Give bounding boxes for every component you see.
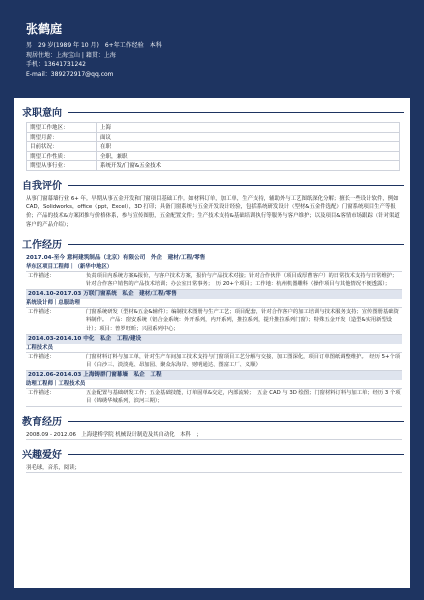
table-row <box>27 123 400 133</box>
row-value: 系统开发/门窗&五金技术 <box>97 161 400 171</box>
job-description <box>26 389 402 407</box>
job-position: 助理工程师｜工程技术员 <box>26 380 402 389</box>
basic-info: 男 29 岁(1989 年 10 月) 6+年工作经验 本科 <box>26 42 162 49</box>
job-desc-text: 门窗系统研发（型材&五金&辅件）；编制技术图册与生产工艺；项目配套，针对合作客户的加工培训与技术服务支持；宣传图册基础资料制作。 产品：窗安系统（铝合金系统：外开系列，内开系列，推拉系列，提升推拉系列门窗）；特殊五金开发（造型&实用新型设计）；项目：曾罗旺昕；兴园系列中心； <box>86 308 399 333</box>
residence-info: 现居住地：上海宝山 | 籍贯：上海 <box>26 51 116 59</box>
table-row <box>27 132 400 142</box>
job-entry <box>26 371 402 407</box>
row-value: 上海 <box>97 123 400 133</box>
section-title: 自我评价 <box>22 180 62 192</box>
job-desc-label: 工作描述： <box>28 308 55 315</box>
person-name: 张鹤庭 <box>26 22 63 36</box>
row-key: 目前状况： <box>27 142 97 152</box>
row-value: 面议 <box>97 132 400 142</box>
row-key: 期望工作性质： <box>27 151 97 161</box>
job-desc-label: 工作描述： <box>28 353 55 360</box>
job-position: 华东区项目工程师｜（新华中地区） <box>26 263 402 272</box>
section-divider <box>68 185 404 186</box>
section-title: 求职意向 <box>22 108 62 119</box>
job-entry <box>26 335 402 371</box>
job-desc-text: 门窗材料订料与加工单，针对生产车间加工技术支持与门窗项目工艺分解与交接，加工图深化，项目订单图纸调整维护。 经历 5+个项目（白沙三、淡淡苑、昂加园、聚众东海岸、财明通达、图富工厂、义顺） <box>86 353 401 369</box>
email-info: E-mail：389272917@qq.com <box>26 70 114 78</box>
section-intent <box>22 104 404 119</box>
hobby-entry: 羽毛球，音乐，阅读； <box>26 464 402 473</box>
self-evaluation-text: 从事门窗幕墙行业 6+ 年。早期从事五金开发和门窗项目基础工作。如材料订单，加工单，生产支持，辅助外与工艺图纸深化分解；擅长一些设计软件，例如 CAD，Solidworks，office（ppt，Excel），3D 打印；具备门窗系统与五金开发设计经验，包括系统研发设计（型材&五金件选配）门窗系统项目生产等报价；产品的技术&方案团推与价格体系，参与宣传图册，五金配置文件；生产技术支持&基础培训执行等服务与客户维护；以及项目&客情市场跟踪（针对渠道客户的产品介绍）； <box>26 195 400 228</box>
section-evaluation <box>22 177 404 192</box>
section-divider <box>68 454 404 455</box>
job-header: 2014.10-2017.03 万联门窗系统 私企 建材/工程/零售 <box>26 290 402 299</box>
job-header: 2014.03-2014.10 中化 私企 工程/建设 <box>26 335 402 344</box>
job-desc-text: 五金配置与基础研发工作；五金基础技能，订单固单&交定，内部流转； 五金 CAD 与 3D 绘图；门窗材料订料与加工单；经历 3 个项目（锦绣华城系列，滨河三期）； <box>86 389 401 405</box>
job-desc-label: 工作描述： <box>28 389 55 396</box>
section-title: 兴趣爱好 <box>22 450 62 462</box>
job-entry <box>26 254 402 290</box>
job-description <box>26 272 402 290</box>
row-value: 在职 <box>97 142 400 152</box>
section-hobby <box>22 446 404 461</box>
row-value: 全职，兼职 <box>97 151 400 161</box>
section-education <box>22 413 404 428</box>
job-description <box>26 308 402 335</box>
job-desc-text: 负责项目内系统方案&报价，与客户技术方案，报价与产品技术对接；针对合作伙伴（项目成厚曹客户）的日常技术支持与日常维护；针对合作客户销售的产品技术培训；办公室日常事务； 历 20+个项目；工作地：杭州机器雕科（操作项目与其他情况不便透露）； <box>86 272 398 288</box>
row-key: 期望从事行业： <box>27 161 97 171</box>
section-title: 工作经历 <box>22 239 62 251</box>
profile-header <box>14 12 410 98</box>
job-description <box>26 353 402 371</box>
table-row <box>27 142 400 152</box>
job-entry <box>26 290 402 335</box>
intent-table <box>26 122 400 171</box>
job-position: 系统设计师｜总服助理 <box>26 299 402 308</box>
job-desc-label: 工作描述： <box>28 272 55 279</box>
row-key: 期望工作地区： <box>27 123 97 133</box>
section-divider <box>68 244 404 245</box>
phone-info: 手机：13641731242 <box>26 61 86 68</box>
education-entry: 2008.09 - 2012.06 上海建桥学院 机械设计制造及其自动化 本科 ； <box>26 431 402 440</box>
job-header: 2012.06-2014.03 上海铸群门窗幕墙 私企 工程 <box>26 371 402 380</box>
row-key: 期望月薪： <box>27 132 97 142</box>
section-divider <box>68 112 404 113</box>
job-header: 2017.04-至今 意柯建筑制品（北京）有限公司 外企 建材/工程/零售 <box>26 254 206 261</box>
section-work <box>22 236 404 251</box>
section-divider <box>68 421 404 422</box>
job-position: 工程技术员 <box>26 344 402 353</box>
section-title: 教育经历 <box>22 417 62 429</box>
table-row <box>27 161 400 171</box>
table-row <box>27 151 400 161</box>
resume-page <box>14 12 410 588</box>
